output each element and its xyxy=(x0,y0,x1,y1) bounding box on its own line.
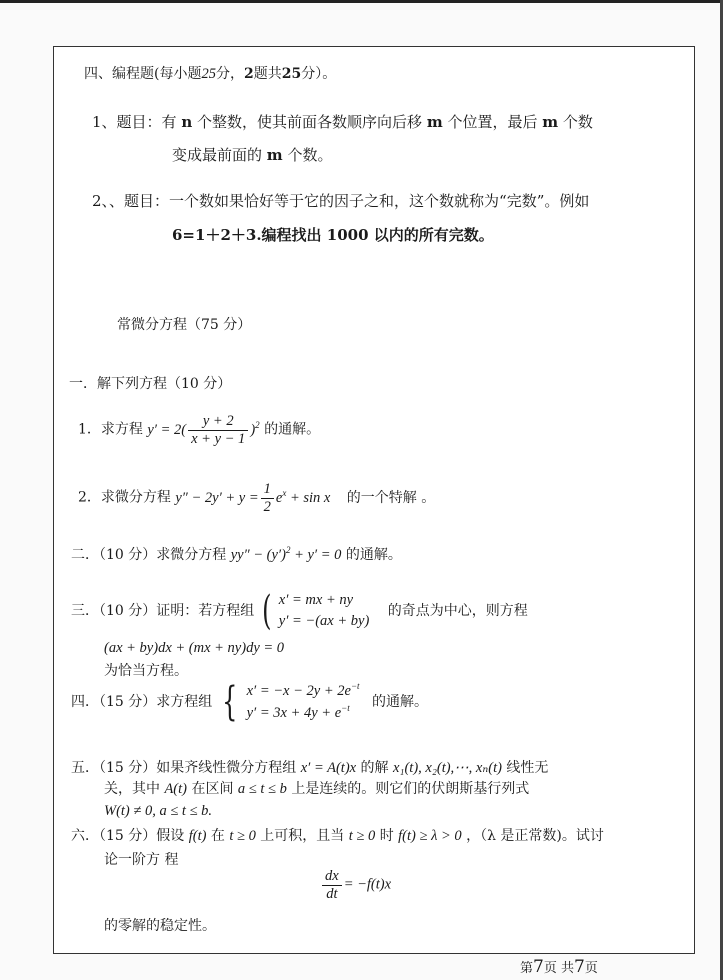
scan-edge xyxy=(0,0,723,3)
q2-text: 6=1＋2＋3.编程找出 xyxy=(172,226,322,244)
exponent: 2 xyxy=(285,545,291,555)
problem-5-line2 xyxy=(104,781,529,798)
heading-value: 25 xyxy=(201,66,216,82)
fraction xyxy=(261,481,274,515)
page-total: 7 xyxy=(573,957,585,977)
heading-text: 题共 xyxy=(253,66,282,82)
q1-var: m xyxy=(426,113,443,131)
equation-system xyxy=(247,680,360,724)
equation: t ≥ 0 xyxy=(229,828,256,844)
system-eq xyxy=(247,702,360,724)
problem-text: 的通解。 xyxy=(345,546,402,563)
eq-part: y″ − 2y′ + y = xyxy=(175,489,259,506)
question-1 xyxy=(92,113,593,131)
problem-text: 的通解。 xyxy=(264,421,321,438)
denominator: 2 xyxy=(263,498,271,515)
problem-5 xyxy=(71,760,548,777)
problem-text: 时 xyxy=(379,828,394,844)
problem-text: 的解 xyxy=(360,760,389,776)
equation xyxy=(147,413,260,447)
equation: f(t) xyxy=(188,828,207,844)
equation: a ≤ t ≤ b xyxy=(237,781,287,797)
problem-3-end: 为恰当方程。 xyxy=(104,663,188,679)
equation: x′ = A(t)x xyxy=(300,760,357,776)
problem-text: 六．（15 分）假设 xyxy=(71,828,185,844)
ode-title: 常微分方程（75 分） xyxy=(117,317,252,333)
exponent: 2 xyxy=(255,419,260,430)
question-2-line2 xyxy=(172,226,494,244)
problem-text: 四．（15 分）求方程组 xyxy=(71,693,213,710)
eq-part: yy″ − (y′) xyxy=(230,546,286,563)
problem-text: 上是连续的。则它们的伏朗斯基行列式 xyxy=(291,781,530,797)
numerator: 1 xyxy=(261,481,274,499)
equation: A(t) xyxy=(164,781,187,797)
question-2 xyxy=(92,192,589,210)
system-eq: x′ = mx + ny xyxy=(278,592,354,608)
fraction xyxy=(322,868,342,902)
problem-text: 2．求微分方程 xyxy=(78,489,171,506)
problem-text: 1．求方程 xyxy=(78,421,143,438)
q1-var: m xyxy=(542,113,559,131)
problem-text: 的一个特解 。 xyxy=(346,489,436,506)
fraction xyxy=(188,413,248,447)
section4-heading xyxy=(84,66,336,83)
equation-system xyxy=(279,590,370,632)
footer-text: 第 xyxy=(520,961,534,976)
exponent: −t xyxy=(341,702,350,713)
problem-text: 上可积，且当 xyxy=(260,828,345,844)
problem-text: ，（λ 是正常数)。试讨 xyxy=(466,828,604,844)
problem-4 xyxy=(71,680,428,724)
problem-1-1 xyxy=(78,413,320,447)
equation: f(t) ≥ λ > 0 xyxy=(398,828,462,844)
brace-icon: ( xyxy=(261,588,272,635)
exponent: −t xyxy=(350,681,360,691)
problem-text: 的通解。 xyxy=(371,693,428,710)
equation: t ≥ 0 xyxy=(348,828,376,844)
numerator: y + 2 xyxy=(188,413,248,431)
eq-part: + y′ = 0 xyxy=(290,546,342,563)
question-1-line2 xyxy=(172,146,332,164)
eq-part: + sin x xyxy=(286,489,331,506)
problem-2 xyxy=(71,545,402,564)
problem-text: 在区间 xyxy=(191,781,234,797)
heading-text: 分， xyxy=(215,66,244,82)
problem-6 xyxy=(71,828,604,845)
eq-part: x′ = −x − 2y + 2e xyxy=(246,682,351,699)
eq-part: ) xyxy=(250,421,256,438)
problem-text: 五．（15 分）如果齐线性微分方程组 xyxy=(71,760,297,776)
heading-total: 25 xyxy=(281,66,302,82)
denominator: x + y − 1 xyxy=(191,430,246,447)
heading-text: 四、编程题(每小题 xyxy=(84,66,202,82)
heading-text: 分）。 xyxy=(301,66,337,82)
problem-text: 在 xyxy=(210,828,225,844)
brace-icon: { xyxy=(221,678,238,725)
footer-text: 页 xyxy=(584,961,598,976)
problem-6-line2: 论一阶方 程 xyxy=(104,852,179,868)
problem-text: 二．（10 分）求微分方程 xyxy=(71,546,227,563)
problem-6-line3: 的零解的稳定性。 xyxy=(104,918,216,934)
equation: x₁(t), x₂(t),⋯, xₙ(t) xyxy=(392,760,502,776)
eq-part: e xyxy=(275,489,283,506)
exponent: x xyxy=(282,487,287,498)
q1-var: m xyxy=(266,146,283,164)
q1-text: 变成最前面的 xyxy=(172,146,263,164)
equation xyxy=(231,547,342,563)
problem-3 xyxy=(71,588,528,635)
footer-text: 页 共 xyxy=(543,961,574,976)
q2-number: 1000 xyxy=(326,226,369,244)
q2-text: 2、、题目：一个数如果恰好等于它的因子之和，这个数就称为“完数”。例如 xyxy=(92,192,590,210)
q1-var: n xyxy=(181,113,193,131)
q1-text: 个数。 xyxy=(287,146,333,164)
equation xyxy=(175,481,331,515)
eq-part: y′ = 3x + 4y + e xyxy=(246,704,342,721)
problem-3-equation: (ax + by)dx + (mx + ny)dy = 0 xyxy=(104,640,285,656)
page-number: 7 xyxy=(533,957,544,977)
heading-count: 2 xyxy=(243,66,254,82)
problem-text: 线性无 xyxy=(506,760,549,776)
system-eq: y′ = −(ax + by) xyxy=(278,613,370,630)
q1-text: 1、题目：有 xyxy=(92,113,177,131)
q2-text: 以内的所有完数。 xyxy=(373,226,494,244)
problem-text: 的奇点为中心，则方程 xyxy=(387,603,528,620)
q1-text: 个位置，最后 xyxy=(447,113,538,131)
q1-text: 个数 xyxy=(562,113,593,131)
page-footer xyxy=(520,957,598,977)
problem-text: 关，其中 xyxy=(104,781,160,797)
problem-1-2 xyxy=(78,481,435,515)
numerator: dx xyxy=(322,868,342,886)
q1-text: 个整数，使其前面各数顺序向后移 xyxy=(197,113,423,131)
system-eq xyxy=(247,680,360,702)
problem-1-heading: 一．解下列方程（10 分） xyxy=(69,376,232,392)
problem-5-line3: W(t) ≠ 0, a ≤ t ≤ b. xyxy=(104,803,213,819)
eq-part: y′ = 2( xyxy=(147,421,187,438)
denominator: dt xyxy=(326,885,338,902)
eq-part: = −f(t)x xyxy=(343,876,392,893)
problem-6-equation xyxy=(320,868,391,902)
problem-text: 三．（10 分）证明：若方程组 xyxy=(71,603,255,620)
